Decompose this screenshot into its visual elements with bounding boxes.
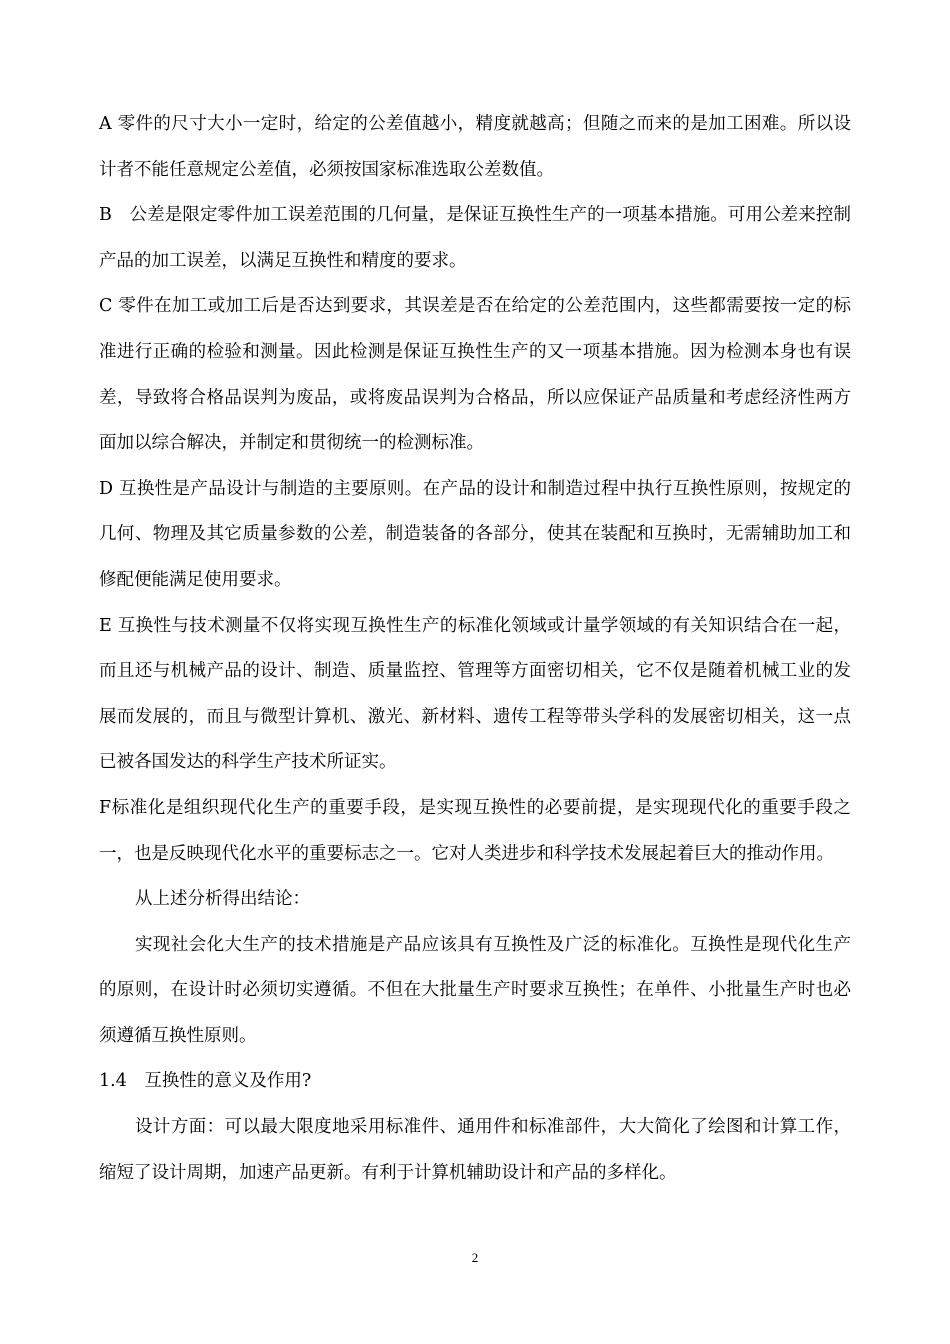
paragraph-c: C 零件在加工或加工后是否达到要求，其误差是否在给定的公差范围内，这些都需要按一定的标准进行正确的检验和测量。因此检测是保证互换性生产的又一项基本措施。因为检测本身也有误差，导致将合格品误判为废品，或将废品误判为合格品，所以应保证产品质量和考虑经济性两方面加以综合解决，并制定和贯彻统一的检测标准。 (99, 296, 851, 454)
document-body (99, 102, 851, 1196)
design-aspect-paragraph: 设计方面：可以最大限度地采用标准件、通用件和标准部件，大大简化了绘图和计算工作，缩短了设计周期，加速产品更新。有利于计算机辅助设计和产品的多样化。 (99, 1117, 851, 1183)
page-number: 2 (471, 1250, 479, 1265)
section-heading: 1.4 互换性的意义及作用? (99, 1071, 312, 1092)
paragraph-d: D 互换性是产品设计与制造的主要原则。在产品的设计和制造过程中执行互换性原则，按规定的几何、物理及其它质量参数的公差，制造装备的各部分，使其在装配和互换时，无需辅助加工和修配便能满足使用要求。 (99, 478, 851, 590)
conclusion-paragraph: 实现社会化大生产的技术措施是产品应该具有互换性及广泛的标准化。互换性是现代化生产的原则，在设计时必须切实遵循。不但在大批量生产时要求互换性；在单件、小批量生产时也必须遵循互换性原则。 (99, 934, 851, 1046)
paragraph-a: A 零件的尺寸大小一定时，给定的公差值越小，精度就越高；但随之而来的是加工困难。所以设计者不能任意规定公差值，必须按国家标准选取公差数值。 (99, 114, 851, 180)
paragraph-f: F标准化是组织现代化生产的重要手段，是实现互换性的必要前提，是实现现代化的重要手段之一，也是反映现代化水平的重要标志之一。它对人类进步和科学技术发展起着巨大的推动作用。 (99, 797, 851, 864)
conclusion-intro: 从上述分析得出结论： (135, 889, 310, 910)
paragraph-b: B 公差是限定零件加工误差范围的几何量，是保证互换性生产的一项基本措施。可用公差来控制产品的加工误差，以满足互换性和精度的要求。 (99, 205, 851, 271)
paragraph-e: E 互换性与技术测量不仅将实现互换性生产的标准化领域或计量学领域的有关知识结合在一起，而且还与机械产品的设计、制造、质量监控、管理等方面密切相关，它不仅是随着机械工业的发展而发展的，而且与微型计算机、激光、新材料、遗传工程等带头学科的发展密切相关，这一点已被各国发达的科学生产技术所证实。 (99, 615, 851, 773)
